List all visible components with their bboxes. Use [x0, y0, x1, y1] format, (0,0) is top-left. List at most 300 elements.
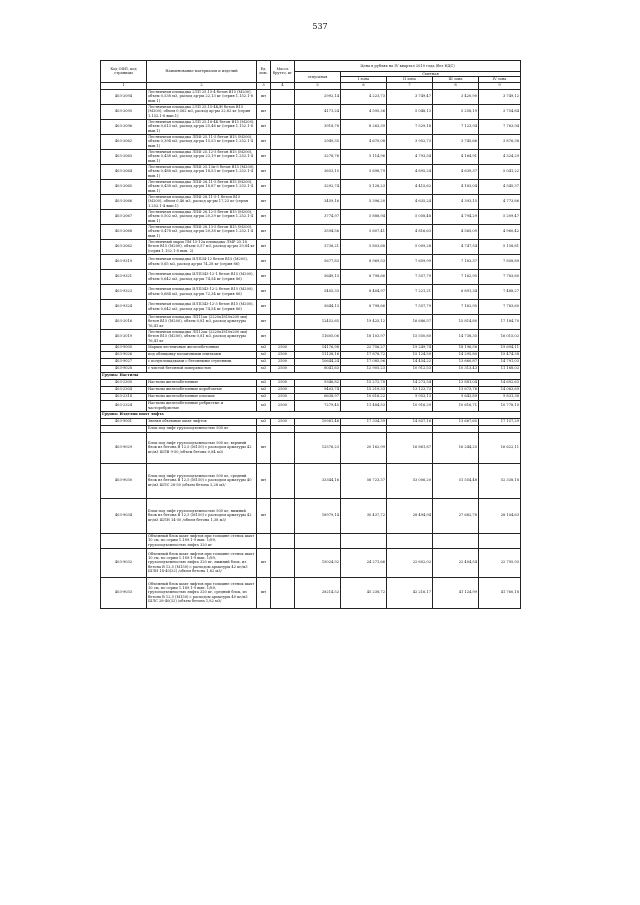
header-estimate: Сметная [341, 72, 521, 77]
row-zone-3-price: 7 123,94 [433, 119, 479, 134]
row-zone-4-price: 4 960,42 [479, 224, 521, 239]
row-zone-2-price: 7 659,99 [387, 254, 433, 269]
table-row [101, 418, 521, 425]
row-zone-3-price: 7 183,37 [433, 254, 479, 269]
row-zone-1-price: 17 878,72 [341, 351, 387, 358]
row-mass [271, 119, 295, 134]
row-name: Лестничная площадка ЛПФ 28.13-5 бетон В15 (М200), объем 0,478 м3, расход ар-ры 20,38 кг (серия 1.252.1-4 вып.1) [147, 224, 257, 239]
row-unit: шт [257, 119, 271, 134]
row-release-price: 11605,06 [295, 329, 341, 344]
row-mass [271, 329, 295, 344]
row-unit: м3 [257, 344, 271, 351]
row-release-price: 15024,92 [295, 548, 341, 577]
row-zone-1-price: 45 238,72 [341, 577, 387, 608]
header-mass: Масса брутто, кг [271, 61, 295, 83]
table-row [101, 134, 521, 149]
row-mass [271, 194, 295, 209]
row-zone-4-price: 7 488,27 [479, 284, 521, 299]
row-zone-3-price: 41 124,99 [433, 577, 479, 608]
row-zone-3-price: 13 881,04 [433, 379, 479, 386]
row-zone-3-price: 14 295,80 [433, 351, 479, 358]
row-zone-2-price: 14 273,54 [387, 379, 433, 386]
row-name: Блок под лифт грузоподъемностью 500 кг, верхний блок из бетона В 12,5 (М150) с расходом арматуры 42 кг/м3 ШЛВ 9-50 /объем бетона 0,84 м3/ [147, 432, 257, 463]
row-release-price: 33344,16 [295, 463, 341, 498]
row-zone-2-price: 10 916,29 [387, 400, 433, 411]
row-code [101, 533, 147, 548]
row-release-price: 5649,13 [295, 269, 341, 284]
row-zone-4-price: 3 876,38 [479, 134, 521, 149]
row-unit: шт [257, 314, 271, 329]
row-mass: 2500 [271, 379, 295, 386]
row-mass: 2500 [271, 358, 295, 365]
row-unit: шт [257, 134, 271, 149]
row-release-price: 3594,56 [295, 224, 341, 239]
row-zone-3-price: 51 554,48 [433, 463, 479, 498]
table-row [101, 89, 521, 104]
row-zone-1-price: 22 756,27 [341, 344, 387, 351]
row-zone-1-price [341, 533, 387, 548]
row-zone-1-price: 5 114,96 [341, 149, 387, 164]
row-mass [271, 533, 295, 548]
group-title: Группа: Изделия шахт лифта [101, 411, 521, 418]
header-zone-4: IV зона [479, 77, 521, 82]
header-zone-3: III зона [433, 77, 479, 82]
row-mass [271, 463, 295, 498]
row-zone-4-price: 19 694,11 [479, 344, 521, 351]
row-zone-2-price: 7 221,21 [387, 284, 433, 299]
row-unit: шт [257, 284, 271, 299]
row-zone-4-price: 9 831,38 [479, 393, 521, 400]
row-unit: шт [257, 498, 271, 533]
row-zone-1-price: 5 128,23 [341, 179, 387, 194]
header-name: Наименование материалов и изделий [147, 61, 257, 83]
row-zone-2-price: 15 124,50 [387, 351, 433, 358]
row-name: Лестничный марш ЛМ 15-12а площадка ЛМР 25.18 бетон В15 (М200), объем 0,57 м3, расход ар-ры 29,84 кг (серия 1.152.1-8 вып. 2) [148, 240, 255, 253]
row-zone-3-price: 7 162,95 [433, 299, 479, 314]
row-mass: 2500 [271, 418, 295, 425]
row-unit: м3 [257, 400, 271, 411]
row-zone-1-price: 17 334,39 [341, 418, 387, 425]
row-zone-4-price: 3 754,84 [479, 104, 521, 119]
header-zone-2: II зона [387, 77, 433, 82]
row-zone-4-price: 3 749,12 [479, 89, 521, 104]
row-zone-1-price: 56 723,37 [341, 463, 387, 498]
row-name: Лестничная площадка ЛПФ 25.12-5 бетон В15 (М200), объем 0,438 м3, расход ар-ры 23,19 кг (серия 1.252.1-4 вып.1) [147, 149, 257, 164]
row-unit: м3 [257, 386, 271, 393]
row-unit: м3 [257, 379, 271, 386]
row-unit: шт [257, 224, 271, 239]
row-mass [271, 134, 295, 149]
row-mass: 2500 [271, 344, 295, 351]
column-number: 3 [257, 82, 271, 89]
table-row [101, 386, 521, 393]
row-zone-1-price: 11 484,53 [341, 400, 387, 411]
row-name: с чистой бетонной поверхностью [147, 365, 257, 372]
table-row [101, 119, 521, 134]
row-code: 403-2324 [101, 400, 147, 411]
row-zone-4-price: 5 209,47 [479, 209, 521, 224]
row-code: 403-9027 [101, 358, 147, 365]
row-zone-1-price: 19 425,12 [341, 314, 387, 329]
header-price-group: Цена в рублях на IV квартал 2010 года (без НДС) [295, 61, 521, 72]
row-release-price: 5677,83 [295, 254, 341, 269]
row-name: под облицовку мозаичными плитками [147, 351, 257, 358]
column-numbers [101, 82, 521, 89]
column-number: 4 [271, 82, 295, 89]
row-zone-3-price: 5 258,19 [433, 104, 479, 119]
row-zone-3-price: 15 814,80 [433, 314, 479, 329]
table-row [101, 533, 521, 548]
row-release-price [295, 533, 341, 548]
row-unit: шт [257, 548, 271, 577]
row-zone-1-price: 12 905,23 [341, 365, 387, 372]
table-row [101, 149, 521, 164]
table-row [101, 329, 521, 344]
row-release-price: 3918,78 [295, 119, 341, 134]
row-zone-3-price: 4 794,29 [433, 209, 479, 224]
row-code: 403-9026 [101, 351, 147, 358]
row-release-price: 5405,33 [295, 284, 341, 299]
column-number: 5 [295, 82, 341, 89]
row-code: 403-2300 [101, 379, 147, 386]
row-code: 403-2063 [101, 149, 147, 164]
row-mass [271, 164, 295, 179]
row-code: 403-2062 [101, 134, 147, 149]
row-name: Лестничная площадка ИЛП343-12-1 бетон В15 (М200), объем 0,642 м3, расход ар-ры 74,54 кг (серия 86) [147, 269, 257, 284]
row-zone-2-price: 28 494,94 [387, 498, 433, 533]
row-zone-2-price: 19 249,74 [387, 344, 433, 351]
row-zone-4-price: 7 783,60 [479, 299, 521, 314]
row-zone-2-price: 4 635,24 [387, 194, 433, 209]
row-name: Лестничная площадка ЛП11ок (2220х1810х200 мм) бетон В15 (М200), объем 0,81 м3, расход арматуры 76,41 кг [147, 314, 257, 329]
table-row [101, 379, 521, 386]
row-unit: шт [257, 179, 271, 194]
row-name: Звенья объемные шахт лифтов [147, 418, 257, 425]
row-code: 403-2094 [101, 89, 147, 104]
table-row [101, 463, 521, 498]
row-zone-3-price: 14 738,35 [433, 329, 479, 344]
row-mass [271, 239, 295, 254]
column-number: 7 [387, 82, 433, 89]
row-zone-3-price: 4 183,04 [433, 179, 479, 194]
row-release-price: 10644,24 [295, 358, 341, 365]
row-zone-4-price: 4 773,86 [479, 194, 521, 209]
row-release-price: 12452,65 [295, 314, 341, 329]
row-zone-3-price: 3 420,90 [433, 89, 479, 104]
row-mass: 2500 [271, 386, 295, 393]
table-row [101, 365, 521, 372]
column-number: 6 [341, 82, 387, 89]
row-name: Объемный блок шахт лифтов при толщине стенок шахт 10 см, по серии 1.189.1-9 вып. 1/89, грузоподъемностью лифта 320 кг, средний блок, из бетона В 12,5 (М150) с расходом арматуры 40 кг/м3 ШЛС 28-40(32) /объем бетона 1,82 м3/ [147, 577, 257, 608]
row-code: 403-2095 [101, 104, 147, 119]
row-zone-4-price [479, 425, 521, 432]
row-zone-1-price: 30 437,72 [341, 498, 387, 533]
row-zone-4-price: 17 184,70 [479, 314, 521, 329]
row-name: Лестничная площадка 2ЛП 25.15-4 бетон В15 (М200), объем 0,538 м3, расход ар-ры 22,13 кг (серия 1.152.1-8 вып.1) [147, 89, 257, 104]
row-zone-2-price: 14 857,16 [387, 418, 433, 425]
row-zone-1-price: 8 404,97 [341, 284, 387, 299]
row-zone-1-price: 5 803,68 [341, 239, 387, 254]
group-title: Группа: Настилы [101, 372, 521, 379]
row-release-price: 3292,74 [295, 179, 341, 194]
row-name: с полуплощадками с бетонными ступенями [147, 358, 257, 365]
row-zone-2-price: 42 216,17 [387, 577, 433, 608]
row-release-price: 8041,63 [295, 365, 341, 372]
row-zone-3-price: 10 313,43 [433, 365, 479, 372]
row-unit: м3 [257, 351, 271, 358]
row-code: 403-9319 [101, 254, 147, 269]
table-row [101, 299, 521, 314]
row-release-price: 9346,82 [295, 379, 341, 386]
row-mass [271, 284, 295, 299]
row-name: Объемный блок шахт лифтов при толщине стенок шахт 10 см, по серии 1.189.1-9 вып. 1/89, грузоподъемностью лифта 320 кг [147, 533, 257, 548]
row-zone-3-price: 4 565,09 [433, 224, 479, 239]
row-zone-1-price: 17 085,96 [341, 358, 387, 365]
row-zone-2-price: 4 895,24 [387, 164, 433, 179]
row-zone-2-price: 10 912,53 [387, 365, 433, 372]
row-mass [271, 224, 295, 239]
row-mass [271, 425, 295, 432]
row-code: 403-2065 [101, 179, 147, 194]
table-row [101, 314, 521, 329]
row-release-price: 3653,15 [295, 164, 341, 179]
row-code: 403-2068 [101, 224, 147, 239]
row-mass [271, 498, 295, 533]
row-code: 403-2019 [101, 329, 147, 344]
row-zone-2-price: 14 454,22 [387, 358, 433, 365]
row-mass [271, 149, 295, 164]
row-name: Настилы железобетонные плоские [147, 393, 257, 400]
row-zone-1-price: 4 223,73 [341, 89, 387, 104]
row-mass: 2500 [271, 351, 295, 358]
row-unit [257, 533, 271, 548]
table-row [101, 344, 521, 351]
row-code: 403-2304 [101, 386, 147, 393]
row-unit: шт [257, 269, 271, 284]
row-zone-4-price: 22 795,93 [479, 548, 521, 577]
row-code: 403-9034 [101, 498, 147, 533]
row-zone-1-price: 18 103,97 [341, 329, 387, 344]
row-release-price: 2992,14 [295, 89, 341, 104]
row-zone-4-price: 5 158,81 [479, 239, 521, 254]
row-zone-3-price: 13 667,65 [433, 418, 479, 425]
table-row [101, 179, 521, 194]
row-zone-4-price: 14 692,63 [479, 379, 521, 386]
row-release-price: 12576,23 [295, 432, 341, 463]
row-zone-2-price: 5 058,48 [387, 209, 433, 224]
row-zone-3-price: 4 393,15 [433, 194, 479, 209]
row-zone-1-price: 5 888,94 [341, 209, 387, 224]
row-release-price [295, 425, 341, 432]
row-zone-2-price: 13 123,73 [387, 386, 433, 393]
row-name: Лестничная площадка ИЛП343-12-2 бетон В15 (М200), объем 0,684 м3, расход ар-ры 72,34 кг (серия 86) [147, 284, 257, 299]
row-release-price: 3278,76 [295, 149, 341, 164]
row-zone-2-price: 5 048,13 [387, 104, 433, 119]
row-zone-4-price: 52 338,18 [479, 463, 521, 498]
row-zone-1-price [341, 425, 387, 432]
row-name: Настилы железобетонные ребристые и часторебристые [147, 400, 257, 411]
row-zone-3-price: 4 747,54 [433, 239, 479, 254]
row-zone-4-price: 7 763,94 [479, 119, 521, 134]
table-row [101, 351, 521, 358]
row-name: Блок под лифт грузоподъемностью 500 кг, нижний блок из бетона В 12,5 (М150) с расходом арматуры 42 кг/м3 ШЛН 14-50 /объем бетона 1,38 м3/ [147, 498, 257, 533]
row-mass [271, 548, 295, 577]
row-code: 403-9321 [101, 269, 147, 284]
row-zone-1-price: 5 607,41 [341, 224, 387, 239]
header-zone-1: I зона [341, 77, 387, 82]
row-zone-4-price: 7 858,89 [479, 254, 521, 269]
row-code: 403-9000 [101, 344, 147, 351]
row-zone-2-price: 7 557,79 [387, 269, 433, 284]
row-zone-2-price: 3 952,73 [387, 134, 433, 149]
row-mass [271, 254, 295, 269]
row-name: Настилы железобетонные [147, 379, 257, 386]
row-mass: 2500 [271, 400, 295, 411]
row-name: Лестничная площадка ЛП12ок (2220х1810х200 мм) бетон В15 (М200), объем 0,81 м3, расход арматуры 76,41 кг [147, 329, 257, 344]
table-row [101, 358, 521, 365]
row-zone-4-price: 14 063,69 [479, 386, 521, 393]
row-zone-4-price [479, 533, 521, 548]
table-row [101, 194, 521, 209]
row-zone-1-price: 8 798,66 [341, 269, 387, 284]
row-mass: 2500 [271, 365, 295, 372]
price-table [100, 60, 521, 609]
row-name: Лестничная площадка 2ЛП 25.15-4К/Н бетон В15 (М200), объем 0,562 м3, расход ар-ры 22,82 кг (серия 1.152.1-8 вып.1) [147, 104, 257, 119]
table-row [101, 432, 521, 463]
row-zone-3-price: 3 745,66 [433, 134, 479, 149]
row-zone-4-price: 4 524,29 [479, 149, 521, 164]
row-unit: шт [257, 254, 271, 269]
row-zone-1-price: 4 670,08 [341, 134, 387, 149]
table-row [101, 393, 521, 400]
row-name: Объемный блок шахт лифтов при толщине стенок шахт 10 см, по серии 1.189.1-9 вып. 1/89, грузоподъемностью лифта 320 кг, нижний блок, из бетона В 12,5 (М150) с расходом арматуры 42 кг/м3 ШЛН 14-40(32) /объем бетона 1,62 м3/ [147, 548, 257, 577]
row-unit: шт [257, 577, 271, 608]
row-code: 403-9001 [101, 418, 147, 425]
header-release: отпускная [295, 72, 341, 83]
row-zone-4-price: 41 760,18 [479, 577, 521, 608]
row-name: Лестничная площадка ЛПФ 25.11-5 бетон В15 (М200), объем 0,394 м3, расход ар-ры 15,53 кг (серия 1.252.1-4 вып.1) [147, 134, 257, 149]
row-mass [271, 269, 295, 284]
row-unit: м3 [257, 365, 271, 372]
row-release-price: 7279,45 [295, 400, 341, 411]
header-code: Код ОФП, код страницы [101, 61, 147, 83]
row-code: 403-9032 [101, 548, 147, 577]
row-zone-1-price: 15 272,78 [341, 379, 387, 386]
row-zone-3-price [433, 533, 479, 548]
row-zone-2-price: 4 816,63 [387, 224, 433, 239]
row-unit: шт [257, 432, 271, 463]
row-unit: шт [257, 299, 271, 314]
row-unit: шт [257, 463, 271, 498]
row-zone-2-price: 4 415,62 [387, 179, 433, 194]
row-unit: шт [257, 104, 271, 119]
row-mass: 2500 [271, 393, 295, 400]
row-zone-1-price: 8 969,53 [341, 254, 387, 269]
row-mass [271, 209, 295, 224]
column-number: 2 [147, 82, 257, 89]
table-row [101, 209, 521, 224]
row-zone-2-price: 7 557,79 [387, 299, 433, 314]
row-zone-4-price: 28 104,63 [479, 498, 521, 533]
row-zone-1-price: 4 595,36 [341, 104, 387, 119]
table-row [101, 498, 521, 533]
row-unit: м3 [257, 358, 271, 365]
row-zone-4-price: 17 157,29 [479, 418, 521, 425]
row-unit: шт [257, 89, 271, 104]
row-mass [271, 89, 295, 104]
row-zone-4-price: 14 791,03 [479, 358, 521, 365]
table-row [101, 269, 521, 284]
row-mass [271, 299, 295, 314]
row-code: 403-9324 [101, 299, 147, 314]
table-row [101, 239, 521, 254]
row-zone-4-price: 7 783,60 [479, 269, 521, 284]
row-zone-4-price: 16 015,02 [479, 329, 521, 344]
row-mass [271, 179, 295, 194]
row-zone-3-price: 16 244,25 [433, 432, 479, 463]
row-release-price: 3738,21 [295, 239, 341, 254]
row-unit: м3 [257, 418, 271, 425]
row-zone-1-price: 24 271,66 [341, 548, 387, 577]
row-zone-1-price: 5 396,20 [341, 194, 387, 209]
row-release-price: 3459,16 [295, 194, 341, 209]
row-release-price: 10981,46 [295, 418, 341, 425]
row-zone-3-price: 13 673,76 [433, 386, 479, 393]
table-row [101, 425, 521, 432]
row-zone-2-price: 4 793,54 [387, 149, 433, 164]
row-zone-3-price: 4 164,91 [433, 149, 479, 164]
row-zone-3-price: 13 660,87 [433, 358, 479, 365]
row-unit: шт [257, 194, 271, 209]
row-zone-2-price: 16 686,57 [387, 314, 433, 329]
row-code: 403-9323 [101, 284, 147, 299]
row-zone-3-price: 18 196,56 [433, 344, 479, 351]
column-number: 1 [101, 82, 147, 89]
row-zone-1-price: 10 616,22 [341, 393, 387, 400]
row-zone-2-price: 5 009,28 [387, 239, 433, 254]
row-unit [257, 425, 271, 432]
row-zone-3-price: 6 891,34 [433, 284, 479, 299]
row-zone-3-price: 22 404,54 [433, 548, 479, 577]
row-zone-1-price: 8 798,66 [341, 299, 387, 314]
table-row [101, 224, 521, 239]
row-code: 403-9033 [101, 577, 147, 608]
row-zone-4-price: 15 474,38 [479, 351, 521, 358]
row-name: Лестничная площадка ЛПФ 28.12-5 бетон В15 (М200), объем 0,502 м3, расход ар-ры 20,29 кг (серия 1.252.1-4 вып.1) [147, 209, 257, 224]
row-release-price: 14176,98 [295, 344, 341, 351]
row-code: 403-2062 [101, 239, 147, 254]
row-zone-3-price: 9 643,89 [433, 393, 479, 400]
row-unit: шт [257, 329, 271, 344]
table-row [101, 104, 521, 119]
row-zone-1-price: 5 698,79 [341, 164, 387, 179]
row-code: 403-2067 [101, 209, 147, 224]
row-unit: шт [257, 164, 271, 179]
row-zone-3-price: 27 682,78 [433, 498, 479, 533]
row-name: Лестничная площадка ЛПФ 28.11-5-1 бетон В15 (М200), объем 0,46 м3, расход ар-ры 17,23 кг (серия 1.252.1-4 вып.1) [147, 194, 257, 209]
group-row [101, 372, 521, 379]
row-zone-2-price [387, 533, 433, 548]
row-zone-4-price: 10 778,10 [479, 400, 521, 411]
row-zone-1-price: 8 263,39 [341, 119, 387, 134]
row-unit: шт [257, 239, 271, 254]
row-zone-1-price: 20 162,99 [341, 432, 387, 463]
row-zone-3-price: 10 616,71 [433, 400, 479, 411]
row-release-price: 3774,97 [295, 209, 341, 224]
column-number: 8 [433, 82, 479, 89]
table-row [101, 577, 521, 608]
column-number: 9 [479, 82, 521, 89]
